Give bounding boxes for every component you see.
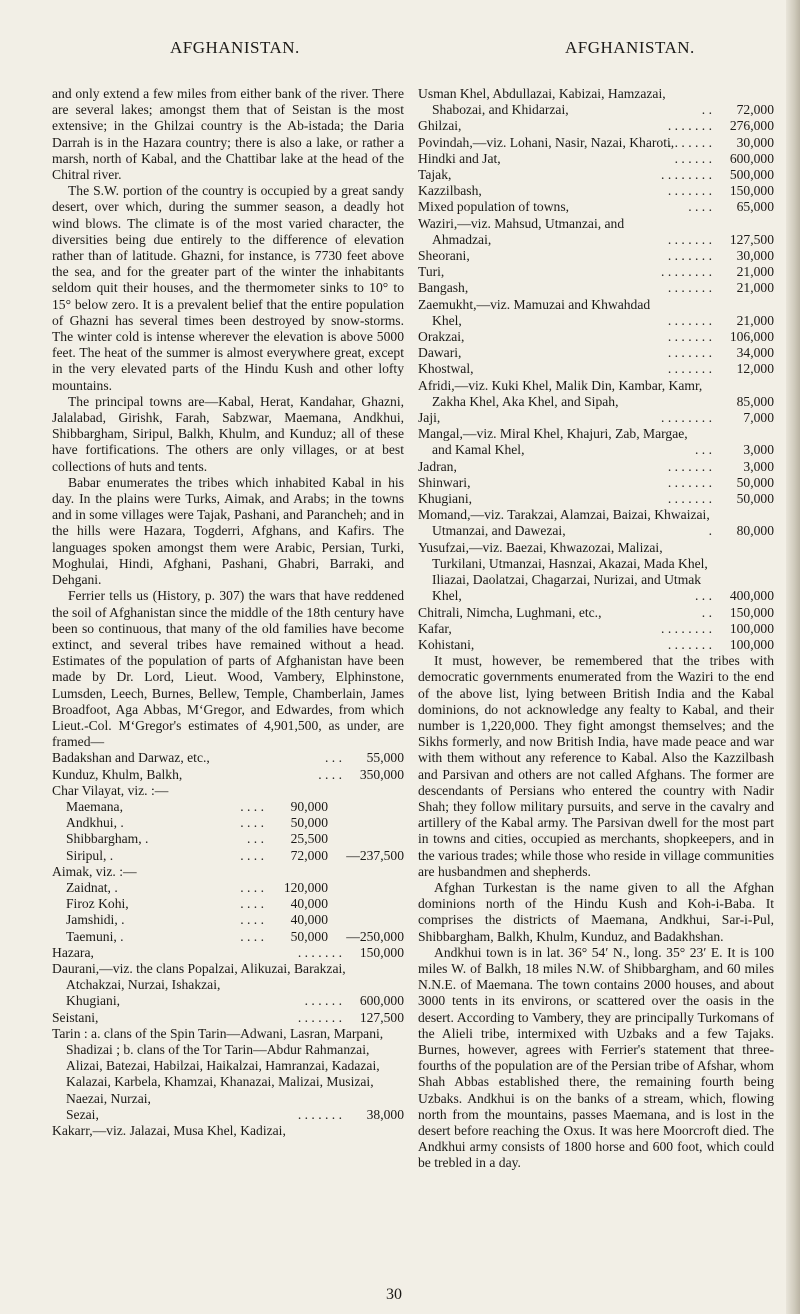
leader-dots: . . . [695,442,712,458]
leader-dots: . . . . . . [674,150,712,166]
page-edge-shadow [786,0,800,1314]
table-row [418,378,774,410]
tribe-name: Khostwal, [418,361,474,377]
table-row [418,199,774,215]
table-row [52,945,404,961]
table-row [418,297,774,329]
leader-dots: . . . . . . . [667,280,712,296]
table-row [418,475,774,491]
population-value: 55,000 [366,750,404,766]
group-total: —250,000 [346,928,404,944]
paragraph: The principal towns are—Kabal, Herat, Kandahar, Ghazni, Jalalabad, Girishk, Farah, Sabzwar, Maemana, Andkhui, Shibbargham, Siripul, Balkh, Khulm, and Kunduz; all of these have fortifications. The others are only villages, or at best collections of huts and tents. [52,393,404,474]
running-header-left: AFGHANISTAN. [170,38,300,57]
tribe-name: Sezai, [66,1106,99,1122]
table-row [418,491,774,507]
population-value: 7,000 [743,410,774,426]
leader-dots: . . . . . . . [667,474,712,490]
population-value: 120,000 [283,879,328,895]
tribe-description: Kakarr,—viz. Jalazai, Musa Khel, Kadizai, [52,1123,286,1138]
table-row [418,621,774,637]
leader-dots: . . . [695,588,712,604]
tribe-name: Sheorani, [418,248,470,264]
paragraph: It must, however, be remembered that the tribes with democratic governments enumerated from the Waziri to the end of the above list, lying between British India and the Kabal dominions, do not acknowledge any fealty to Kabal, and their number is 1,220,000. They fight amongst themselves; and the Sikhs formerly, and now British India, have made peace and war with them without any reference to Kabal. Also the Kazzilbash and Parsivan and others are not called Afghans. The former are descendants of Persians who entered the country with Nadir Shah; they follow military pursuits, and serve in the cavalry and artillery of the Kabal army. The Parsivan dwell for the most part in towns and cities, occupied as merchants, shopkeepers, and in the various trades; while those who reside in village communities are husbandmen and shepherds. [418,653,774,879]
tribe-name: Zaemukht,—viz. Mamuzai and Khwahdad Khel, [418,296,651,328]
tribe-name: Andkhui, . [66,815,124,831]
leader-dots: . . . . . . . . [661,264,712,280]
population-value: 85,000 [736,393,774,409]
table-row [52,799,404,815]
leader-dots: . . . . . . . [667,636,712,652]
tribe-name: Waziri,—viz. Mahsud, Utmanzai, and Ahmadzai, [418,215,625,247]
table-row: Usman Khel, Abdullazai, Kabizai, Hamzazai, Shabozai, and Khidarzai, . . 72,000 [418,86,774,118]
leader-dots: . . . . [688,199,712,215]
population-value: 72,000 [290,847,328,863]
tribe-name: Kunduz, Khulm, Balkh, [52,766,183,782]
group-total: —237,500 [346,847,404,863]
population-value: 80,000 [736,523,774,539]
population-value: 127,500 [729,231,774,247]
leader-dots: . . . . [318,766,342,782]
leader-dots: . . . . . . . [297,1106,342,1122]
tribe-name: Momand,—viz. Tarakzai, Alamzai, Baizai, Khwaizai, Utmanzai, and Dawezai, [418,507,710,539]
population-value: 72,000 [736,102,774,118]
table-row [52,929,404,945]
population-value: 150,000 [729,183,774,199]
population-value: 600,000 [729,150,774,166]
paragraph: Babar enumerates the tribes which inhabited Kabal in his day. In the plains were Turks, Aimak, and Arabs; in the towns and in some villages were Tajak, Pashani, and Parancheh; and in the hills were Hazara, Togderri, Afghans, and Kafirs. The languages spoken amongst them were Arabic, Persian, Turki, Moghulai, Hindi, Afghani, Pashani, Ghabri, Barraki, and Dehgani. [52,474,404,588]
tribe-name: Shibbargham, . [66,831,149,847]
leader-dots: . . . . [240,912,264,928]
population-value: 50,000 [290,928,328,944]
table-row [418,361,774,377]
table-row [52,1107,404,1123]
table-row [52,815,404,831]
tribe-name: Orakzai, [418,329,465,345]
leader-dots: . . . . [240,896,264,912]
population-value: 3,000 [743,442,774,458]
tribe-name: Tajak, [418,167,452,183]
leader-dots: . . . . . . . [297,944,342,960]
tribe-name: Kafar, [418,620,452,636]
population-value: 150,000 [359,944,404,960]
table-row [52,767,404,783]
tribe-name: Chitrali, Nimcha, Lughmani, etc., [418,604,602,620]
population-value: 21,000 [736,280,774,296]
leader-dots: . . . . [240,798,264,814]
population-value: 100,000 [729,620,774,636]
table-row [418,540,774,605]
tribe-name: Taemuni, . [66,928,124,944]
tribe-name: Povindah,—viz. Lohani, Nasir, Nazai, Kharoti, [418,134,675,150]
table-row [52,831,404,847]
table-row: Momand,—viz. Tarakzai, Alamzai, Baizai, Khwaizai, Utmanzai, and Dawezai, . 80,000 [418,507,774,539]
tribe-name: Shinwari, [418,474,471,490]
leader-dots: . . . . [240,815,264,831]
leader-dots: . . . . [240,928,264,944]
population-value: 90,000 [290,798,328,814]
leader-dots: . . . . . . . [667,134,712,150]
leader-dots: . . . . . . . [667,231,712,247]
leader-dots: . . . . . . . . [661,620,712,636]
tribe-name: Dawari, [418,345,462,361]
leader-dots: . . . [325,750,342,766]
table-row [418,135,774,151]
group-heading: Aimak, viz. :— [52,863,137,879]
population-table-continued [418,86,774,653]
leader-dots: . . . . . . [304,993,342,1009]
population-value: 400,000 [729,588,774,604]
table-row [418,248,774,264]
table-row [52,848,404,864]
tribe-name: Maemana, [66,798,123,814]
tribe-name: Ghilzai, [418,118,462,134]
population-value: 25,500 [290,831,328,847]
leader-dots: . . . . . . . [667,329,712,345]
leader-dots: . . . . . . . [667,361,712,377]
leader-dots: . . . . . . . [667,491,712,507]
paragraph: Afghan Turkestan is the name given to all the Afghan dominions north of the Hindu Kush and Koh-i-Baba. It comprises the districts of Maemana, Andkhui, Sar-i-Pul, Shibbargham, Balkh, Khulm, Kunduz, and Badakhshan. [418,879,774,944]
leader-dots: . . . . . . . . [661,410,712,426]
tribe-name: Zaidnat, . [66,879,118,895]
tribe-name: Hazara, [52,944,94,960]
population-value: 150,000 [729,604,774,620]
population-table [52,750,404,1139]
table-row [418,410,774,426]
leader-dots: . . . . [240,847,264,863]
table-row [52,896,404,912]
right-column [418,86,774,1172]
population-value: 38,000 [366,1106,404,1122]
tribe-name: Bangash, [418,280,469,296]
tribe-name: Badakshan and Darwaz, etc., [52,750,210,766]
table-row [52,750,404,766]
population-value: 21,000 [736,264,774,280]
table-row [418,345,774,361]
tribe-name: Jaji, [418,410,441,426]
population-value: 50,000 [736,491,774,507]
leader-dots: . . . . . . . [667,183,712,199]
tribe-name: Usman Khel, Abdullazai, Kabizai, Hamzazai, Shabozai, and Khidarzai, [418,86,666,118]
leader-dots: . . . . . . . [667,458,712,474]
paragraph: Ferrier tells us (History, p. 307) the wars that have reddened the soil of Afghanistan since the middle of the 18th century have been so continuous, that many of the old families have become extinct, and several tribes have remained without a head. Estimates of the population of parts of Afghanistan have been made by Dr. Lord, Lieut. Wood, Vambery, Elphinstone, Lumsden, Leech, Burnes, Bellew, Temple, Chamberlain, James Broadfoot, Aga Abbas, M‘Gregor, and Edwardes, from which Lieut.-Col. M‘Gregor's estimates of 4,901,500, as under, are framed— [52,588,404,750]
tribe-name: Seistani, [52,1009,99,1025]
tribe-name: Hindki and Jat, [418,150,501,166]
table-row [52,1010,404,1026]
population-value: 106,000 [729,329,774,345]
population-value: 600,000 [359,993,404,1009]
tribe-name: Kazzilbash, [418,183,482,199]
tribe-name: Jamshidi, . [66,912,125,928]
table-row [418,426,774,458]
table-row [418,459,774,475]
leader-dots: . . . . . . . [297,1009,342,1025]
table-row [418,637,774,653]
tribe-name: Siripul, . [66,847,114,863]
table-row [52,993,404,1009]
table-row [418,151,774,167]
leader-dots: . . . . . . . [667,345,712,361]
table-row [418,280,774,296]
leader-dots: . . . . . . . [667,248,712,264]
population-value: 50,000 [736,474,774,490]
population-value: 65,000 [736,199,774,215]
population-value: 500,000 [729,167,774,183]
tribe-name: Khugiani, [418,491,472,507]
tribe-name: Jadran, [418,458,457,474]
paragraph: Andkhui town is in lat. 36° 54′ N., long. 35° 23′ E. It is 100 miles W. of Balkh, 18 miles N.W. of Shibbargham, and 60 miles N.N.E. of Maemana. The town contains 2000 houses, and about 3000 tents in its environs, or scattered over the oasis in the desert. According to Vambery, they are principally Turkomans of the Alieli tribe, intermixed with Uzbaks and a few Tajaks. Burnes, however, agrees with Ferrier's statement that three-fourths of the population are of the Persian tribe of Afshar, whom Shah Abbas established there, the remaining fourth being Uzbaks. Andkhui is on the banks of a stream, which, flowing north from the mountains, passes Maemana, and is lost in the desert before reaching the Oxus. It was here Moorcroft died. The Andkhui army consists of 1800 horse and 600 foot, which could be trebled in a day. [418,944,774,1171]
paragraph: The S.W. portion of the country is occupied by a great sandy desert, over which, during the summer season, a deadly hot wind blows. The climate is of the most varied character, the diversities being due entirely to the difference of elevation rather than of latitude. Ghazni, for instance, is 7730 feet above the sea, and for the greater part of the winter the inhabitants seldom quit their houses, and the thermometer sinks to 10° to 15° below zero. It is a prevalent belief that the entire population of Ghazni has several times been destroyed by snow-storms. The winter cold is intense wherever the elevation is above 5000 feet. The heat of the summer is almost everywhere great, except in the very elevated parts of the Hindu Kush and other lofty mountains. [52,183,404,393]
population-value: 30,000 [736,248,774,264]
population-value: 100,000 [729,636,774,652]
population-value: 350,000 [359,766,404,782]
leader-dots: . . . . [240,879,264,895]
population-value: 40,000 [290,896,328,912]
tribe-name: Khugiani, [66,993,120,1009]
tribe-name: Yusufzai,—viz. Baezai, Khwazozai, Malizai, Turkilani, Utmanzai, Hasnzai, Akazai, Mada Khel, Iliazai, Daolatzai, Chagarzai, Nurizai, and Utmak Khel, [418,539,708,604]
leader-dots: . . . . . . . [667,312,712,328]
table-row [52,880,404,896]
tribe-name: Mixed population of towns, [418,199,570,215]
table-row [418,167,774,183]
tribe-name: Turi, [418,264,445,280]
table-row [418,183,774,199]
table-row: Chitrali, Nimcha, Lughmani, etc., . . 150,000 [418,604,774,620]
left-column [52,86,404,1139]
table-row [418,216,774,248]
leader-dots: . . . [247,831,264,847]
population-value: 127,500 [359,1009,404,1025]
tribe-description: Tarin : a. clans of the Spin Tarin—Adwani, Lasran, Marpani, Shadizai ; b. clans of the Tor Tarin—Abdur Rahmanzai, Alizai, Batezai, Habilzai, Haikalzai, Hamranzai, Kadazai, Kalazai, Karbela, Khamzai, Khanazai, Malizai, Musizai, Naezai, Nurzai, [52,1025,384,1106]
table-row [418,264,774,280]
population-value: 3,000 [743,458,774,474]
population-value: 30,000 [736,134,774,150]
tribe-name: Afridi,—viz. Kuki Khel, Malik Din, Kambar, Kamr, Zakha Khel, Aka Khel, and Sipah, [418,377,703,409]
leader-dots: . . . . . . . [667,118,712,134]
population-value: 21,000 [736,312,774,328]
table-row [52,912,404,928]
paragraph: and only extend a few miles from either bank of the river. There are several lakes; amongst them that of Seistan is the most extensive; in the Ghilzai country is the Ab-istada; the Daria Darrah is in the Hazara country; there is also a lake, or rather a marsh, north of Kabal, and the Chattibar lake at the head of the Chitral river. [52,86,404,183]
tribe-description: Daurani,—viz. the clans Popalzai, Alikuzai, Barakzai, Atchakzai, Nurzai, Ishakzai, [52,960,346,993]
running-header-right: AFGHANISTAN. [565,38,695,57]
table-row [418,118,774,134]
leader-dots: . . . . . . . . [661,167,712,183]
tribe-name: Firoz Kohi, [66,896,129,912]
population-value: 276,000 [729,118,774,134]
population-value: 12,000 [736,361,774,377]
tribe-name: Kohistani, [418,636,475,652]
page-number: 30 [386,1286,402,1303]
population-value: 50,000 [290,815,328,831]
group-heading: Char Vilayat, viz. :— [52,782,169,798]
population-value: 40,000 [290,912,328,928]
population-value: 34,000 [736,345,774,361]
table-row [418,329,774,345]
tribe-name: Mangal,—viz. Miral Khel, Khajuri, Zab, Margae, and Kamal Khel, [418,426,688,458]
